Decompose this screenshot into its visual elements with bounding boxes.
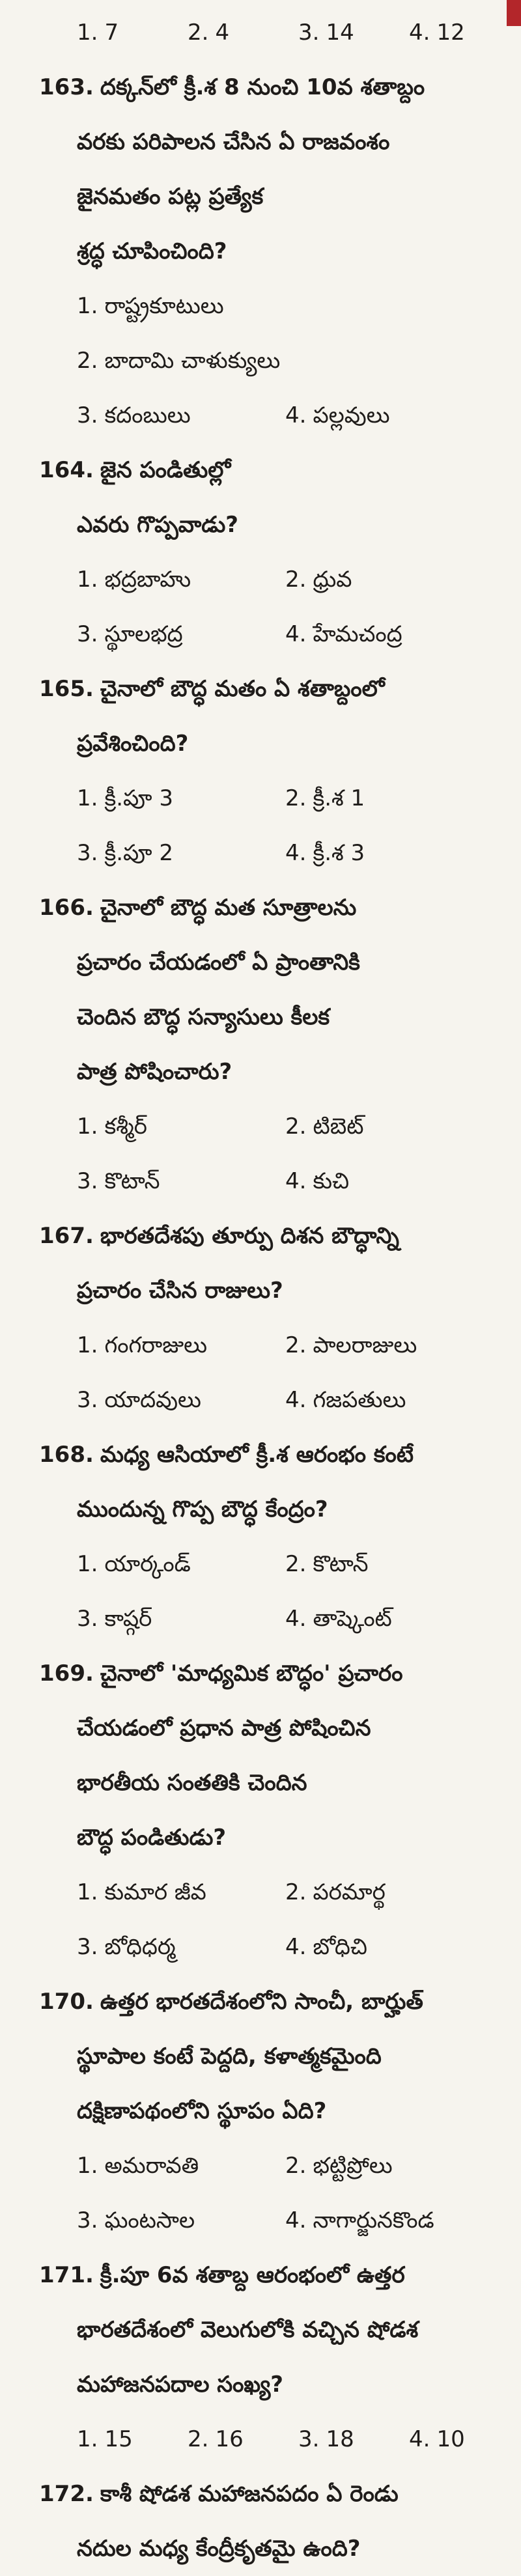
option-text: భట్టిప్రోలు — [313, 2153, 393, 2179]
question-text-line: ఉత్తర భారతదేశంలోని సాంచీ, బార్హుత్ — [100, 1989, 423, 2015]
option-number: 4. — [285, 2207, 307, 2233]
option-text: యాదవులు — [104, 1387, 201, 1413]
answer-option — [285, 1591, 494, 1646]
option-number: 1. — [77, 2153, 98, 2179]
answer-option — [188, 2412, 298, 2467]
answer-option — [188, 5, 298, 60]
option-number: 3. — [77, 1168, 98, 1194]
option-number: 1. — [77, 1551, 98, 1577]
option-number: 3. — [77, 402, 98, 428]
question-number: 172. — [39, 2481, 94, 2507]
question-text-line — [77, 1263, 521, 1318]
question-text: చేయడంలో ప్రధాన పాత్ర పోషించిన — [77, 1715, 371, 1741]
question-text: ముందున్న గొప్ప బౌద్ధ కేంద్రం? — [77, 1496, 328, 1522]
option-number: 4. — [409, 20, 430, 46]
question-text-line — [77, 2084, 521, 2138]
answer-option — [77, 333, 285, 388]
question-text: పాత్ర పోషించారు? — [77, 1059, 232, 1085]
question-text: జైనమతం పట్ల ప్రత్యేక — [77, 184, 264, 210]
option-text: 18 — [326, 2426, 354, 2452]
option-text: రాష్ట్రకూటులు — [104, 293, 224, 319]
question-text: ఎవరు గొప్పవాడు? — [77, 512, 238, 538]
option-text: టిబెట్ — [313, 1113, 364, 1140]
answer-option — [285, 1537, 494, 1591]
answer-option — [409, 5, 520, 60]
question-text-line: భారతదేశపు తూర్పు దిశన బౌద్ధాన్ని — [100, 1223, 399, 1249]
question-text-line — [77, 935, 521, 990]
option-number: 3. — [298, 20, 320, 46]
option-text: తాష్కెంట్ — [313, 1606, 392, 1632]
option-text: బోధిధర్మ — [104, 1934, 176, 1960]
question-heading — [39, 1646, 521, 1701]
option-row — [77, 388, 521, 443]
question-text-line: చైనాలో బౌద్ధ మతం ఏ శతాబ్దంలో — [100, 676, 385, 702]
question-number: 165. — [39, 676, 94, 702]
answer-option — [285, 826, 494, 880]
option-number: 2. — [285, 785, 307, 811]
option-number: 1. — [77, 1332, 98, 1358]
option-text: క్రీ.పూ 3 — [104, 785, 173, 811]
answer-option — [77, 5, 188, 60]
answer-option — [77, 1154, 285, 1209]
option-text: కొటాన్ — [104, 1168, 160, 1194]
option-number: 2. — [77, 348, 98, 374]
option-number: 1. — [77, 567, 98, 593]
option-number: 2. — [285, 1551, 307, 1577]
question-text-line — [77, 1482, 521, 1537]
option-row — [77, 1318, 521, 1373]
option-text: హేమచంద్ర — [313, 621, 402, 647]
option-text: 16 — [215, 2426, 244, 2452]
option-text: పల్లవులు — [313, 402, 390, 428]
question-text-line — [77, 2521, 521, 2576]
answer-option — [285, 2193, 494, 2248]
question-text: స్థూపాల కంటే పెద్దది, కళాత్మకమైంది — [77, 2043, 382, 2069]
answer-option — [77, 279, 285, 333]
option-number: 3. — [77, 840, 98, 866]
question-text-line — [77, 2303, 521, 2357]
option-text: ఘంటసాల — [104, 2207, 195, 2233]
answer-option — [298, 5, 409, 60]
option-row — [77, 2193, 521, 2248]
option-row — [77, 826, 521, 880]
answer-option — [77, 388, 285, 443]
question-text-line — [77, 1810, 521, 1865]
option-text: కదంబులు — [104, 402, 191, 428]
question-text: చెందిన బౌద్ధ సన్యాసులు కీలక — [77, 1004, 330, 1030]
option-text: అమరావతి — [104, 2153, 199, 2179]
answer-option — [77, 2193, 285, 2248]
option-text: గంగరాజులు — [104, 1332, 207, 1358]
answer-option — [285, 552, 494, 607]
question-text-line — [77, 497, 521, 552]
question-text: మహాజనపదాల సంఖ్య? — [77, 2372, 283, 2398]
question-heading — [39, 1974, 521, 2029]
option-row — [77, 1591, 521, 1646]
question-text-line — [77, 1701, 521, 1756]
question-text: భారతదేశంలో వెలుగులోకి వచ్చిన షోడశ — [77, 2317, 419, 2343]
question-heading — [39, 880, 521, 935]
question-number: 168. — [39, 1442, 94, 1468]
answer-option — [77, 1373, 285, 1427]
option-number: 3. — [77, 1387, 98, 1413]
option-number: 3. — [77, 1934, 98, 1960]
question-heading — [39, 2467, 521, 2521]
option-number: 3. — [77, 1606, 98, 1632]
option-text: క్రీ.శ 3 — [313, 840, 365, 866]
option-number: 2. — [285, 567, 307, 593]
answer-option — [77, 607, 285, 662]
option-number: 3. — [298, 2426, 320, 2452]
option-text: బోధిచి — [313, 1934, 367, 1960]
option-row — [77, 1373, 521, 1427]
answer-option — [77, 771, 285, 826]
question-text-line — [77, 990, 521, 1044]
option-text: 4 — [215, 20, 230, 46]
question-text-line: దక్కన్‌లో క్రీ.శ 8 నుంచి 10వ శతాబ్దం — [100, 74, 425, 100]
option-row — [77, 552, 521, 607]
question-text-line — [77, 224, 521, 279]
option-number: 3. — [77, 2207, 98, 2233]
option-row — [77, 5, 521, 60]
option-number: 1. — [77, 20, 98, 46]
option-row — [77, 2138, 521, 2193]
question-text-line: చైనాలో బౌద్ధ మత సూత్రాలను — [100, 895, 357, 921]
option-number: 4. — [285, 1606, 307, 1632]
option-text: గజపతులు — [313, 1387, 406, 1413]
option-number: 2. — [285, 1879, 307, 1905]
option-number: 4. — [409, 2426, 430, 2452]
option-row — [77, 1865, 521, 1920]
option-row — [77, 333, 521, 388]
option-text: భద్రబాహు — [104, 567, 191, 593]
answer-option — [77, 1591, 285, 1646]
option-number: 1. — [77, 1879, 98, 1905]
option-number: 4. — [285, 1168, 307, 1194]
question-number: 171. — [39, 2262, 94, 2288]
question-heading — [39, 1427, 521, 1482]
question-text-line: జైన పండితుల్లో — [100, 457, 231, 483]
option-number: 4. — [285, 1934, 307, 1960]
option-text: 10 — [436, 2426, 465, 2452]
answer-option — [285, 1318, 494, 1373]
question-text: బౌద్ధ పండితుడు? — [77, 1825, 227, 1851]
question-heading — [39, 1209, 521, 1263]
answer-option — [77, 826, 285, 880]
question-text-line: చైనాలో 'మాధ్యమిక బౌద్ధం' ప్రచారం — [100, 1660, 403, 1687]
option-text: కుమార జీవ — [104, 1879, 206, 1905]
option-number: 2. — [188, 20, 209, 46]
answer-option — [285, 1920, 494, 1974]
answer-option — [285, 607, 494, 662]
question-text-line — [77, 169, 521, 224]
question-text-line: కాశీ షోడశ మహాజనపదం ఏ రెండు — [100, 2481, 399, 2507]
question-text-line — [77, 2357, 521, 2412]
question-text-line — [77, 2029, 521, 2084]
option-text: బాదామి చాళుక్యులు — [104, 348, 281, 374]
option-number: 2. — [285, 1113, 307, 1140]
option-text: పరమార్థ — [313, 1879, 386, 1905]
option-number: 2. — [285, 2153, 307, 2179]
question-text-line — [77, 1044, 521, 1099]
option-number: 1. — [77, 1113, 98, 1140]
option-number: 3. — [77, 621, 98, 647]
option-text: కాష్గర్ — [104, 1606, 152, 1632]
answer-option — [285, 1865, 494, 1920]
answer-option — [77, 1099, 285, 1154]
option-row — [77, 2412, 521, 2467]
question-number: 163. — [39, 74, 94, 100]
question-text: ప్రవేశించింది? — [77, 731, 189, 757]
option-number: 4. — [285, 402, 307, 428]
option-row — [77, 771, 521, 826]
option-text: క్రీ.పూ 2 — [104, 840, 173, 866]
question-number: 169. — [39, 1660, 94, 1687]
option-text: 7 — [104, 20, 119, 46]
option-number: 1. — [77, 2426, 98, 2452]
question-text: వరకు పరిపాలన చేసిన ఏ రాజవంశం — [77, 129, 390, 155]
answer-option — [77, 1865, 285, 1920]
option-text: కుచి — [313, 1168, 350, 1194]
answer-option — [285, 1373, 494, 1427]
option-row — [77, 279, 521, 333]
question-text-line — [77, 716, 521, 771]
option-number: 1. — [77, 785, 98, 811]
option-text: 12 — [436, 20, 465, 46]
option-number: 4. — [285, 840, 307, 866]
question-text: దక్షిణాపథంలోని స్థూపం ఏది? — [77, 2098, 327, 2124]
option-text: క్రీ.శ 1 — [313, 785, 365, 811]
answer-option — [77, 1537, 285, 1591]
answer-option — [409, 2412, 520, 2467]
answer-option — [285, 771, 494, 826]
option-row — [77, 607, 521, 662]
question-number: 164. — [39, 457, 94, 483]
question-text: నదుల మధ్య కేంద్రీకృతమై ఉంది? — [77, 2536, 361, 2562]
question-text: శ్రద్ధ చూపించింది? — [77, 238, 227, 264]
option-text: 15 — [104, 2426, 133, 2452]
option-number: 2. — [188, 2426, 209, 2452]
question-text-line: క్రీ.పూ 6వ శతాబ్ద ఆరంభంలో ఉత్తర — [100, 2262, 405, 2288]
option-text: యార్కండ్ — [104, 1551, 191, 1577]
answer-option — [77, 1920, 285, 1974]
option-number: 4. — [285, 1387, 307, 1413]
question-number: 170. — [39, 1989, 94, 2015]
question-heading — [39, 2248, 521, 2303]
option-text: పాలరాజులు — [313, 1332, 417, 1358]
answer-option — [285, 1099, 494, 1154]
question-number: 166. — [39, 895, 94, 921]
answer-option — [77, 1318, 285, 1373]
option-text: కొటాన్ — [313, 1551, 369, 1577]
question-text: భారతీయ సంతతికి చెందిన — [77, 1770, 307, 1796]
answer-option — [298, 2412, 409, 2467]
question-text-line — [77, 1756, 521, 1810]
option-number: 2. — [285, 1332, 307, 1358]
option-number: 4. — [285, 621, 307, 647]
answer-option — [77, 2138, 285, 2193]
question-text: ప్రచారం చేసిన రాజులు? — [77, 1278, 283, 1304]
option-text: ధ్రువ — [313, 567, 352, 593]
option-text: నాగార్జునకొండ — [313, 2207, 434, 2233]
question-heading — [39, 662, 521, 716]
answer-option — [285, 388, 494, 443]
option-row — [77, 1099, 521, 1154]
answer-option — [77, 552, 285, 607]
option-text: 14 — [326, 20, 354, 46]
answer-option — [285, 2138, 494, 2193]
question-text: ప్రచారం చేయడంలో ఏ ప్రాంతానికి — [77, 949, 360, 975]
option-row — [77, 1920, 521, 1974]
question-number: 167. — [39, 1223, 94, 1249]
question-heading — [39, 443, 521, 497]
question-heading — [39, 60, 521, 115]
option-row — [77, 1154, 521, 1209]
answer-option — [285, 1154, 494, 1209]
answer-option — [77, 2412, 188, 2467]
option-number: 1. — [77, 293, 98, 319]
option-text: స్థూలభద్ర — [104, 621, 183, 647]
option-row — [77, 1537, 521, 1591]
question-text-line — [77, 115, 521, 169]
question-text-line: మధ్య ఆసియాలో క్రీ.శ ఆరంభం కంటే — [100, 1442, 414, 1468]
option-text: కశ్మీర్ — [104, 1113, 147, 1140]
